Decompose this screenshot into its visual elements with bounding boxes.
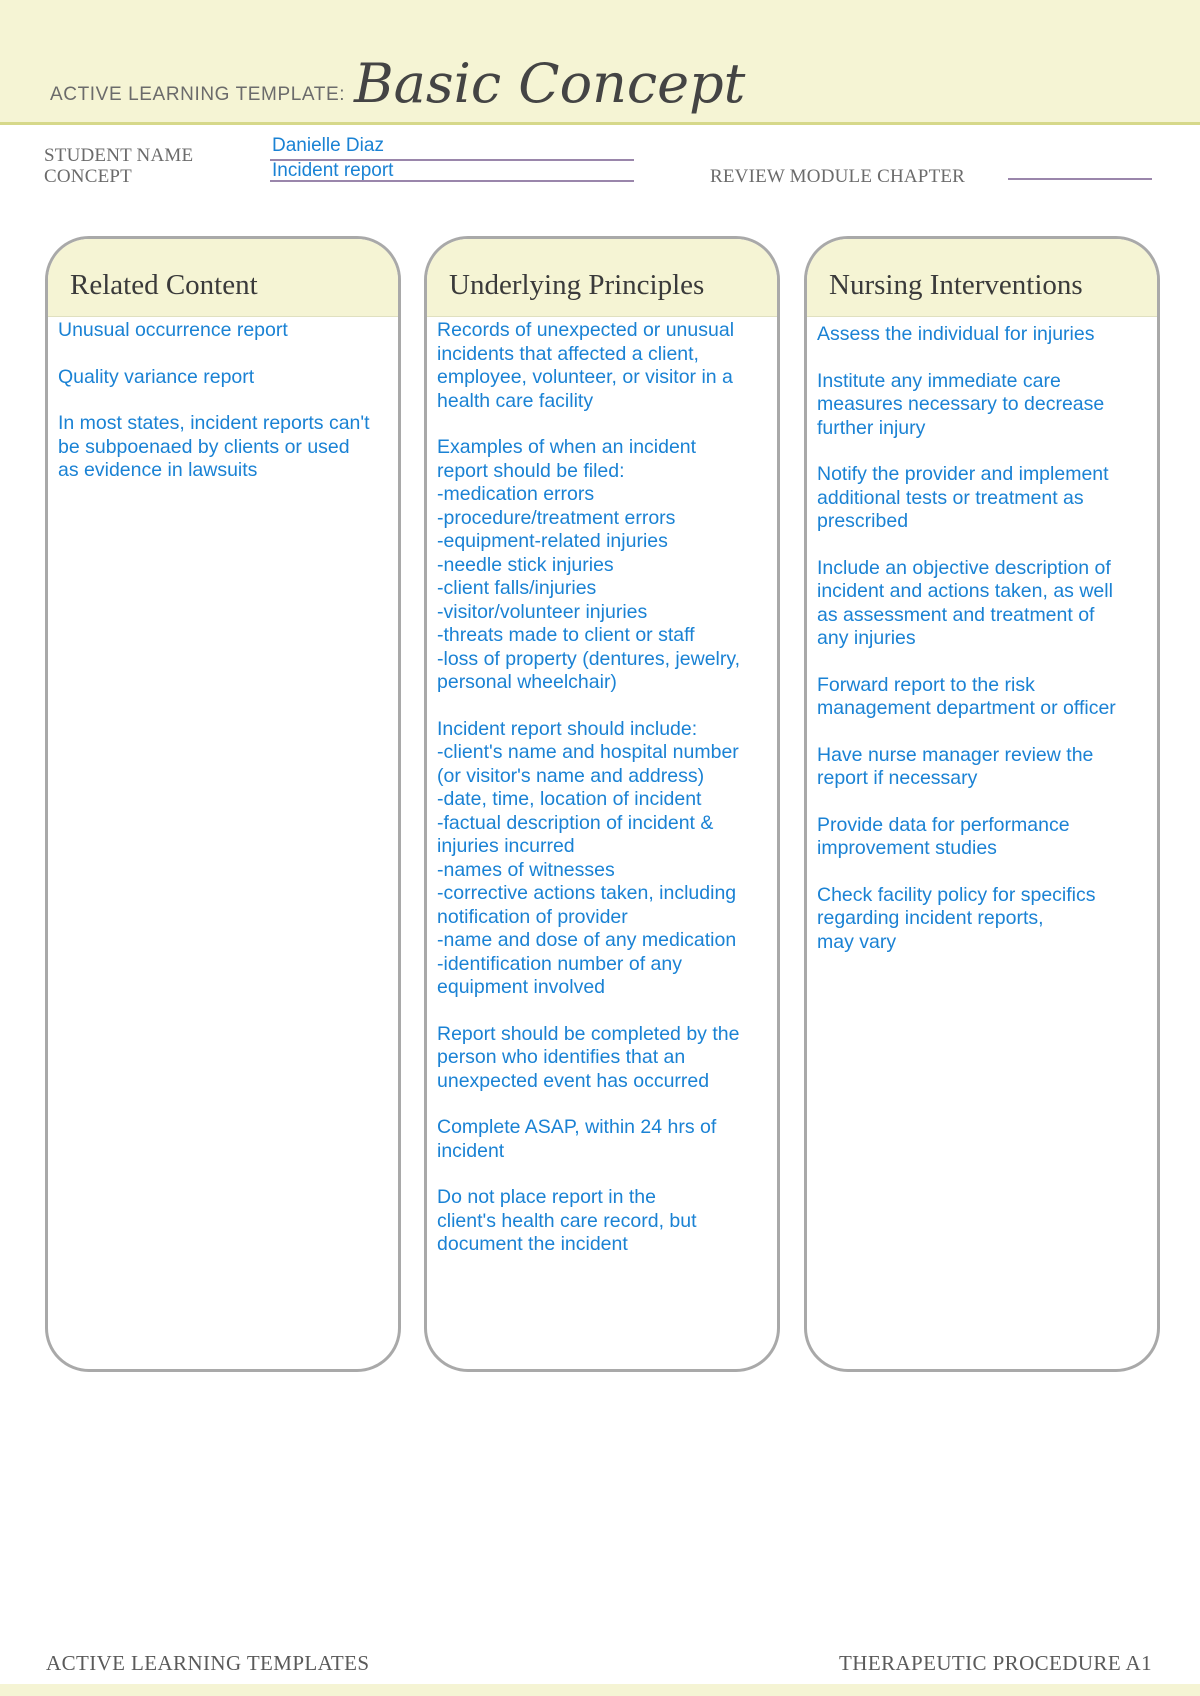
related-content-title: Related Content [48,239,398,317]
underlying-principles-title: Underlying Principles [427,239,777,317]
nursing-interventions-body[interactable] [807,317,1157,954]
nursing-interventions-paragraph: Assess the individual for injuries [817,323,1095,345]
underlying-principles-paragraph: Do not place report in the client's health care record, but document the incident [437,1186,697,1255]
underlying-principles-paragraph: Records of unexpected or unusual incidents that affected a client, employee, volunteer, or visitor in a health care facility [437,319,735,412]
nursing-interventions-paragraph: Include an objective description of incident and actions taken, as well as assessment and treatment of any injuries [817,556,1113,649]
related-content-body[interactable] [48,317,398,483]
related-content-card [45,236,401,1372]
underlying-principles-card [424,236,780,1372]
concept-value[interactable]: Incident report [272,160,394,181]
underlying-principles-paragraph: Examples of when an incident report should be filed: -medication errors -procedure/treatment errors -equipment-related injuries -needle stick injuries -client falls/injuries -visitor/volunteer injuries -threats made to client or staff -loss of property (dentures, jewelry, personal wheelchair) [437,436,741,693]
review-module-line [1008,178,1152,180]
student-name-value[interactable]: Danielle Diaz [272,135,384,156]
footer-right: THERAPEUTIC PROCEDURE A1 [839,1651,1152,1675]
related-content-paragraph: Unusual occurrence report [58,319,288,341]
nursing-interventions-paragraph: Notify the provider and implement additional tests or treatment as prescribed [817,463,1109,532]
concept-label: CONCEPT [44,166,132,187]
nursing-interventions-paragraph: Provide data for performance improvement studies [817,813,1070,859]
footer-left: ACTIVE LEARNING TEMPLATES [46,1651,370,1675]
nursing-interventions-paragraph: Forward report to the risk management department or officer [817,673,1116,719]
nursing-interventions-paragraph: Institute any immediate care measures necessary to decrease further injury [817,369,1105,439]
nursing-interventions-card [804,236,1160,1372]
related-content-paragraph: Quality variance report [58,365,255,388]
underlying-principles-paragraph: Complete ASAP, within 24 hrs of incident [437,1116,717,1162]
underlying-principles-body[interactable] [427,317,777,1257]
nursing-interventions-title: Nursing Interventions [807,239,1157,317]
nursing-interventions-paragraph: Check facility policy for specifics regarding incident reports, may vary [817,883,1096,953]
review-module-label: REVIEW MODULE CHAPTER [710,166,966,187]
underlying-principles-paragraph: Report should be completed by the person who identifies that an unexpected event has occurred [437,1022,740,1092]
concept-line [270,180,634,182]
template-title: Basic Concept [354,52,746,115]
nursing-interventions-paragraph: Have nurse manager review the report if necessary [817,743,1094,789]
student-name-label: STUDENT NAME [44,145,194,166]
footer-band [0,1684,1200,1696]
template-label: ACTIVE LEARNING TEMPLATE: [50,84,346,105]
underlying-principles-paragraph: Incident report should include: -client's name and hospital number (or visitor's name and address) -date, time, location of incident -factual description of incident & injuries incurred -names of witnesses -corrective actions taken, including notification of provider -name and dose of any medication -identification number of any equipment involved [437,717,739,998]
related-content-paragraph: In most states, incident reports can't be subpoenaed by clients or used as evidence in lawsuits [58,412,370,481]
